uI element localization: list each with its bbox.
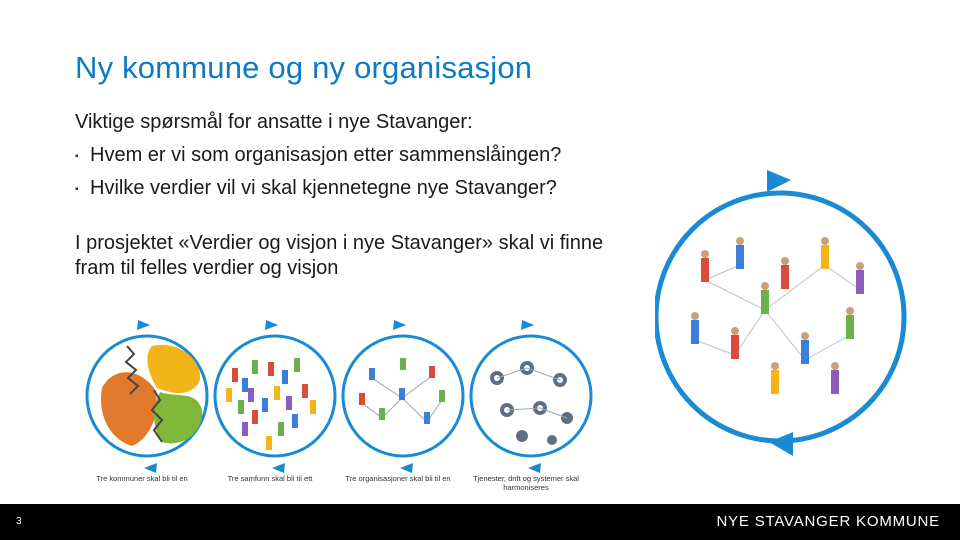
process-circles-svg <box>82 318 602 478</box>
page-number: 3 <box>16 516 22 527</box>
caption-municipalities: Tre kommuner skal bli til en <box>96 474 188 483</box>
project-description: I prosjektet «Verdier og visjon i nye Stavanger» skal vi finne fram til felles verdier og visjon <box>75 232 604 279</box>
crowd-icon <box>215 320 335 473</box>
process-illustrations <box>82 318 602 478</box>
list-item <box>75 177 561 210</box>
intro-text: Viktige spørsmål for ansatte i nye Stavanger: <box>75 111 473 133</box>
slide-title: Ny kommune og ny organisasjon <box>75 50 533 85</box>
list-item <box>75 144 561 177</box>
footer-bar <box>0 504 960 540</box>
question-list <box>75 144 561 210</box>
footer-brand: NYE STAVANGER KOMMUNE <box>716 513 940 530</box>
people-network-icon <box>691 237 864 394</box>
cycle-arrow-icon <box>655 170 919 460</box>
caption-services: Tjenester, drift og systemer skal harmoniseres <box>473 474 579 492</box>
caption-organisations: Tre organisasjoner skal bli til en <box>345 474 451 483</box>
bullet-marker: ▪ <box>75 184 79 195</box>
caption-communities: Tre samfunn skal bli til ett <box>227 474 313 483</box>
zipper-map-icon <box>87 320 207 473</box>
bullet-marker: ▪ <box>75 151 79 162</box>
bullet-text: Hvilke verdier vil vi skal kjennetegne nye Stavanger? <box>90 177 557 199</box>
bullet-text: Hvem er vi som organisasjon etter sammenslåingen? <box>90 144 562 166</box>
people-network-icon <box>343 320 463 473</box>
gear-icon <box>471 320 591 473</box>
values-cycle-illustration <box>655 170 919 465</box>
